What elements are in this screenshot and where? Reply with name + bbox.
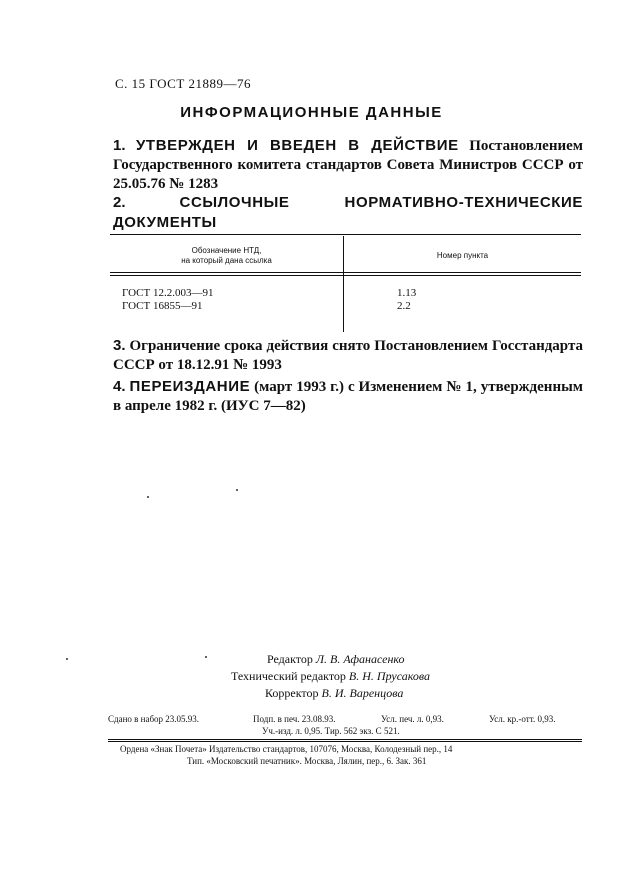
section-3-number: 3. [113,337,126,354]
section-2-number: 2. [113,194,126,211]
table-header-rule-2 [110,275,581,276]
table-row-2-clause: 2.2 [397,300,411,312]
table-row-2-doc: ГОСТ 16855—91 [122,300,203,312]
table-col1-header-line2: на который дана ссылка [181,256,272,265]
credit-corrector-name: В. И. Варенцова [321,686,404,700]
table-col1-header-line1: Обозначение НТД, [191,246,262,255]
credit-editor-name: Л. В. Афанасенко [315,652,405,666]
credit-editor [267,651,405,668]
table-row-1-clause: 1.13 [397,287,417,299]
scan-speck [147,496,149,498]
page-title: ИНФОРМАЦИОННЫЕ ДАННЫЕ [180,104,443,121]
credit-tech-editor [231,668,430,685]
table-row-1-doc: ГОСТ 12.2.003—91 [122,287,214,299]
table-col1-header [110,246,343,266]
section-4-number: 4. [113,378,126,395]
table-header-rule-1 [110,272,581,273]
page-header: С. 15 ГОСТ 21889—76 [115,76,252,91]
credit-tech-editor-name: В. Н. Прусакова [348,669,431,683]
scan-speck [205,656,207,658]
section-2 [113,193,583,233]
section-4 [113,377,583,416]
table-top-rule [110,234,581,235]
section-1-number: 1. [113,137,126,154]
section-3 [113,336,583,375]
imprint-rule-2 [108,741,582,742]
credit-tech-editor-role: Технический редактор [231,669,346,683]
credit-editor-role: Редактор [267,652,313,666]
section-1-text: Постановлением Государственного комитета стандартов Совета Министров СССР от 25.05.76 № 1283 [113,138,584,192]
imprint-color-sheets: Усл. кр.-отт. 0,93. [489,714,556,724]
table-col2-header: Номер пункта [436,251,489,260]
section-1-heading: УТВЕРЖДЕН И ВВЕДЕН В ДЕЙСТВИЕ [136,137,459,154]
imprint-rule-1 [108,739,582,740]
imprint-publisher: Ордена «Знак Почета» Издательство стандартов, 107076, Москва, Колодезный пер., 14 [120,744,453,754]
scan-speck [236,489,238,491]
credit-corrector-role: Корректор [265,686,319,700]
section-2-heading: ССЫЛОЧНЫЕ НОРМАТИВНО-ТЕХНИЧЕСКИЕ ДОКУМЕНТЫ [113,194,583,231]
imprint-print-date: Подп. в печ. 23.08.93. [253,714,336,724]
section-1 [113,136,583,194]
scan-speck [66,658,68,660]
imprint-circulation: Уч.-изд. л. 0,95. Тир. 562 экз. С 521. [262,726,400,736]
imprint-typeset-date: Сдано в набор 23.05.93. [108,714,200,724]
imprint-printer: Тип. «Московский печатник». Москва, Лялин, пер., 6. Зак. 361 [187,756,427,766]
credit-corrector [265,685,403,702]
section-3-text: Ограничение срока действия снято Постановлением Госстандарта СССР от 18.12.91 № 1993 [113,338,584,373]
section-4-text: (март 1993 г.) с Изменением № 1, утвержденным в апреле 1982 г. (ИУС 7—82) [113,379,584,414]
section-4-heading: ПЕРЕИЗДАНИЕ [129,378,251,395]
imprint-print-sheets: Усл. печ. л. 0,93. [381,714,444,724]
